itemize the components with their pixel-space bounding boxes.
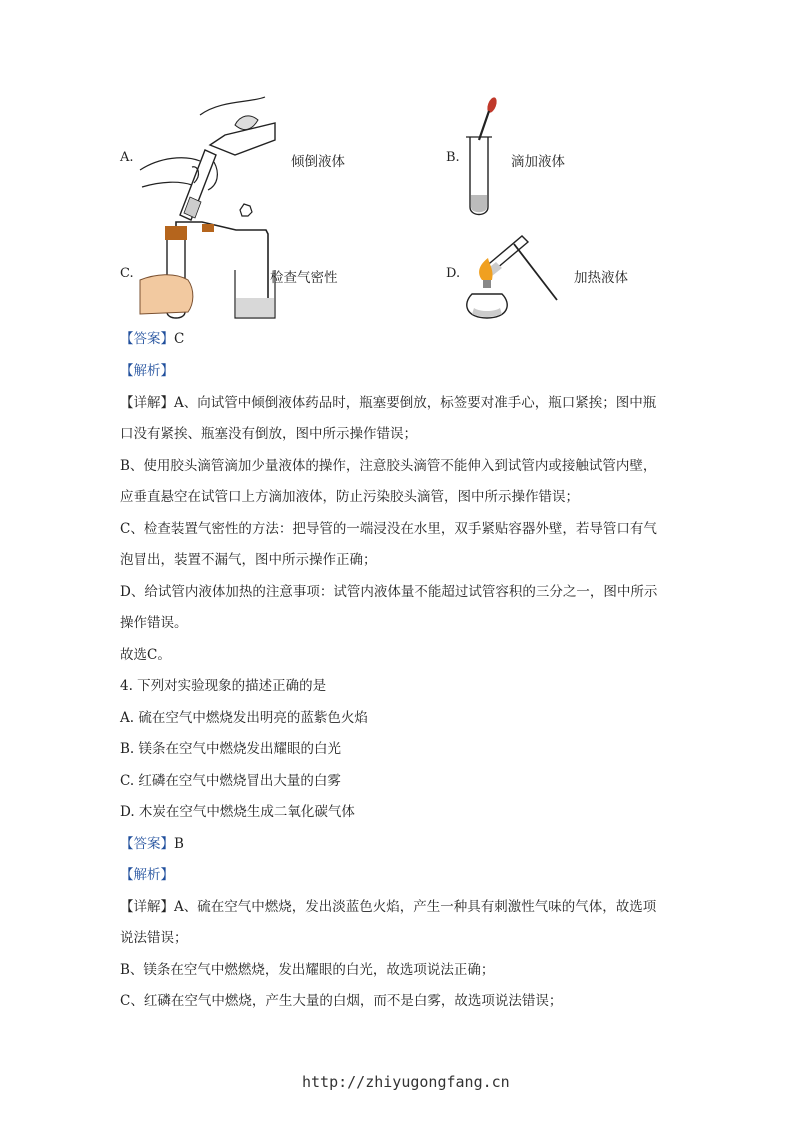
q3-line: C、检查装置气密性的方法：把导管的一端浸没在水里，双手紧贴容器外壁，若导管口有气 (120, 521, 657, 537)
q4-line: C、红磷在空气中燃烧，产生大量的白烟，而不是白雾，故选项说法错误； (120, 993, 563, 1009)
q3-line: 操作错误。 (120, 615, 188, 631)
q4-line: B、镁条在空气中燃燃烧，发出耀眼的白光，故选项说法正确； (120, 962, 495, 978)
q4-option-a: A. 硫在空气中燃烧发出明亮的蓝紫色火焰 (120, 710, 368, 726)
q4-line: 说法错误； (120, 930, 188, 946)
q4-option-d: D. 木炭在空气中燃烧生成二氧化碳气体 (120, 804, 355, 820)
figure-a-caption: 倾倒液体 (291, 154, 345, 170)
figure-b-caption: 滴加液体 (511, 154, 565, 170)
answer-value: B (174, 836, 184, 852)
q3-line: 故选C。 (120, 647, 171, 663)
q3-line: 泡冒出，装置不漏气，图中所示操作正确； (120, 552, 377, 568)
dropper-figure (462, 95, 502, 217)
q4-answer (120, 838, 184, 852)
detail-text: A、硫在空气中燃烧，发出淡蓝色火焰，产生一种具有刺激性气味的气体，故选项 (174, 899, 657, 915)
detail-tag: 【详解】 (120, 395, 174, 411)
q3-line: D、给试管内液体加热的注意事项：试管内液体量不能超过试管容积的三分之一，图中所示 (120, 584, 658, 600)
airtightness-figure (140, 200, 280, 325)
answer-tag: 【答案】 (120, 331, 174, 347)
figure-c-caption: 检查气密性 (270, 270, 338, 286)
option-a-letter: A. (120, 150, 134, 165)
q4-line (120, 901, 656, 915)
q4-stem: 4. 下列对实验现象的描述正确的是 (120, 678, 327, 694)
footer-link[interactable]: http://zhiyugongfang.cn (302, 1073, 510, 1091)
q3-line (120, 397, 656, 411)
answer-value: C (174, 331, 185, 347)
q4-option-c: C. 红磷在空气中燃烧冒出大量的白雾 (120, 773, 341, 789)
q3-line: B、使用胶头滴管滴加少量液体的操作，注意胶头滴管不能伸入到试管内或接触试管内壁， (120, 458, 657, 474)
option-d-letter: D. (446, 266, 461, 281)
figure-d-caption: 加热液体 (574, 270, 628, 286)
q4-analysis-tag: 【解析】 (120, 867, 174, 883)
q4-option-b: B. 镁条在空气中燃烧发出耀眼的白光 (120, 741, 342, 757)
answer-tag: 【答案】 (120, 836, 174, 852)
option-b-letter: B. (446, 150, 460, 165)
option-c-letter: C. (120, 266, 134, 281)
detail-tag: 【详解】 (120, 899, 174, 915)
q3-analysis-tag: 【解析】 (120, 363, 174, 379)
detail-text: A、向试管中倾倒液体药品时，瓶塞要倒放，标签要对准手心，瓶口紧挨；图中瓶 (174, 395, 657, 411)
heating-liquid-figure (462, 218, 572, 324)
q3-line: 口没有紧挨、瓶塞没有倒放，图中所示操作错误； (120, 426, 417, 442)
q3-answer (120, 333, 184, 347)
q3-line: 应垂直悬空在试管口上方滴加液体，防止污染胶头滴管，图中所示操作错误； (120, 489, 579, 505)
